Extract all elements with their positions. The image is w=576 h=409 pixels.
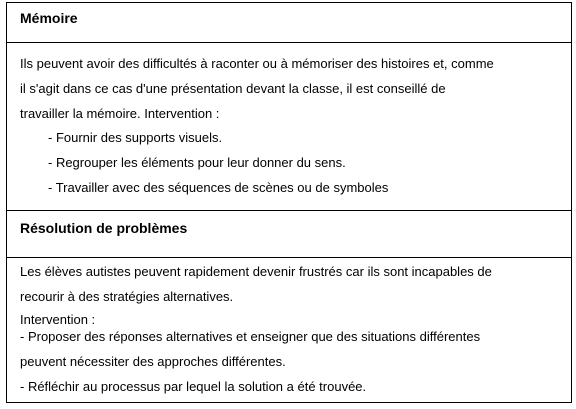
section-body-memoire [7,43,571,211]
section-body-resolution [7,258,571,402]
paragraph-line: il s'agit dans ce cas d'une présentation devant la classe, il est conseillé de [20,81,446,96]
section-title: Mémoire [20,10,78,26]
section-header-memoire [7,3,571,43]
paragraph-line: recourir à des stratégies alternatives. [20,289,234,304]
section-header-resolution [7,211,571,258]
bullet-item: - Réfléchir au processus par lequel la solution a été trouvée. [20,379,367,394]
paragraph-line: Ils peuvent avoir des difficultés à raconter ou à mémoriser des histoires et, comme [20,56,494,71]
bullet-item: - Proposer des réponses alternatives et enseigner que des situations différentes [20,329,481,344]
content-table [6,2,572,403]
paragraph-line: travailler la mémoire. Intervention : [20,106,220,121]
bullet-item: - Travailler avec des séquences de scènes ou de symboles [48,180,389,195]
section-title: Résolution de problèmes [20,220,188,236]
intervention-label: Intervention : [20,312,96,327]
paragraph-line: Les élèves autistes peuvent rapidement devenir frustrés car ils sont incapables de [20,264,492,279]
bullet-item: - Fournir des supports visuels. [48,130,223,145]
bullet-item: - Regrouper les éléments pour leur donner du sens. [48,155,346,170]
bullet-item: peuvent nécessiter des approches différentes. [20,354,286,369]
